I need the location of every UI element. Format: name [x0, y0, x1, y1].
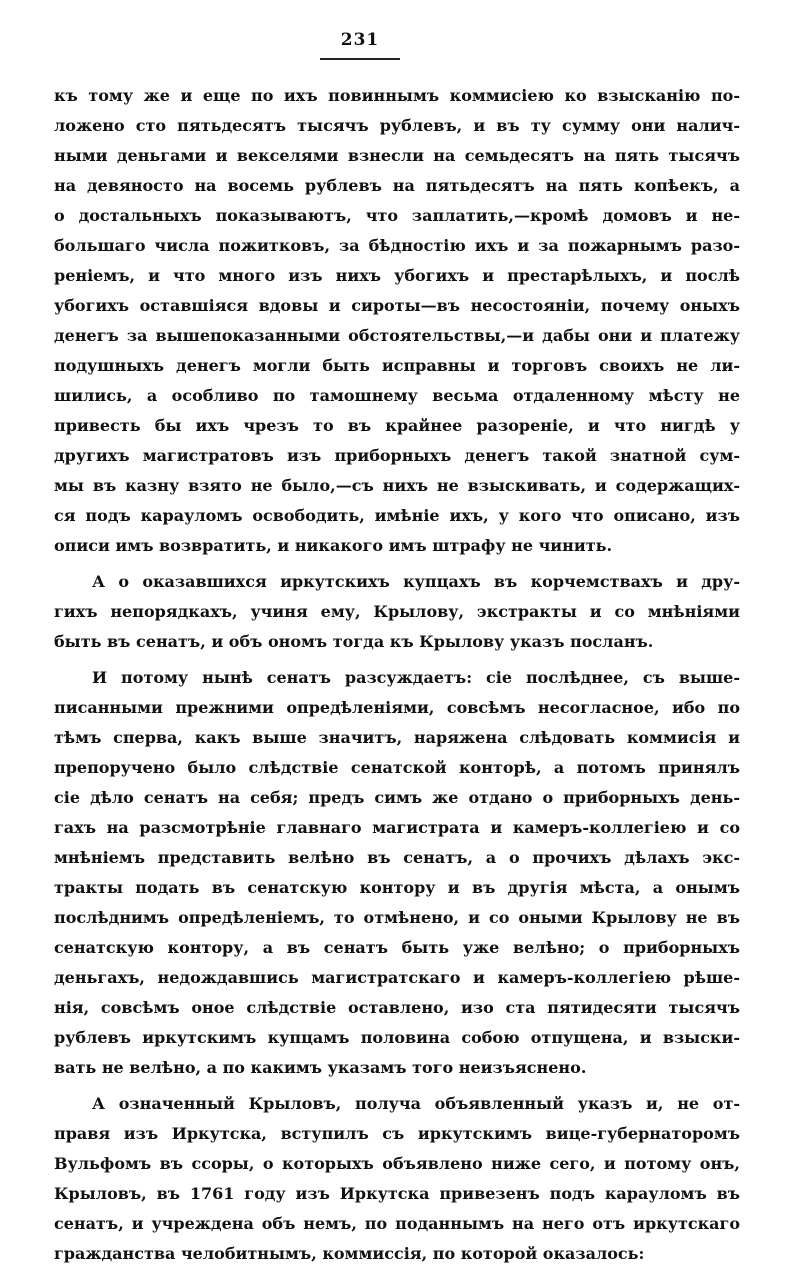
body-text — [54, 81, 740, 1269]
text-line: гахъ на разсмотрѣнiе главнаго магистрата и камеръ-коллегiею и со — [54, 818, 740, 837]
text-line: писанными прежними опредѣленiями, совсѣмъ несогласное, ибо по — [54, 698, 740, 717]
text-line: гражданства челобитнымъ, коммиссiя, по которой оказалось: — [54, 1244, 645, 1263]
paragraph-2 — [54, 567, 740, 657]
text-line: тракты подать въ сенатскую контору и въ другiя мѣста, а онымъ — [54, 878, 740, 897]
text-line: убогихъ оставшiяся вдовы и сироты—въ несостоянiи, почему оныхъ — [54, 296, 740, 315]
text-line: препоручено было слѣдствiе сенатской конторѣ, а потомъ принялъ — [54, 758, 740, 777]
text-line: подушныхъ денегъ могли быть исправны и торговъ своихъ не ли- — [54, 356, 740, 375]
text-line: къ тому же и еще по ихъ повиннымъ коммисiею ко взысканiю по- — [54, 86, 740, 105]
text-line: другихъ магистратовъ изъ приборныхъ денегъ такой знатной сум- — [54, 446, 740, 465]
text-line: послѣднимъ опредѣленiемъ, то отмѣнено, и со оными Крылову не въ — [54, 908, 740, 927]
text-line: ренiемъ, и что много изъ нихъ убогихъ и престарѣлыхъ, и послѣ — [54, 266, 740, 285]
text-line: мнѣнiемъ представить велѣно въ сенатъ, а о прочихъ дѣлахъ экс- — [54, 848, 740, 867]
text-line: описи имъ возвратить, и никакого имъ штрафу не чинить. — [54, 536, 613, 555]
text-line: быть въ сенатъ, и объ ономъ тогда къ Крылову указъ посланъ. — [54, 632, 654, 651]
text-line: ложено сто пятьдесятъ тысячъ рублевъ, и въ ту сумму они налич- — [54, 116, 740, 135]
text-line: Вульфомъ въ ссоры, о которыхъ объявлено ниже сего, и потому онъ, — [54, 1154, 740, 1173]
text-line: сiе дѣло сенатъ на себя; предъ симъ же отдано о приборныхъ день- — [54, 788, 740, 807]
text-line: мы въ казну взято не было,—съ нихъ не взыскивать, и содержащих- — [54, 476, 740, 495]
text-line: Крыловъ, въ 1761 году изъ Иркутска привезенъ подъ карауломъ въ — [54, 1184, 740, 1203]
text-line: тѣмъ сперва, какъ выше значитъ, наряжена слѣдовать коммисiя и — [54, 728, 740, 747]
text-line: А о оказавшихся иркутскихъ купцахъ въ корчемствахъ и дру- — [92, 572, 740, 591]
text-line: ными деньгами и векселями взнесли на семьдесятъ на пять тысячъ — [54, 146, 740, 165]
text-line: правя изъ Иркутска, вступилъ съ иркутскимъ вице-губернаторомъ — [54, 1124, 740, 1143]
text-line: о достальныхъ показываютъ, что заплатить,—кромѣ домовъ и не- — [54, 206, 740, 225]
text-line: на девяносто на восемь рублевъ на пятьдесятъ на пять копѣекъ, а — [54, 176, 740, 195]
page-number: 231 — [340, 30, 380, 50]
text-line: ся подъ карауломъ освободить, имѣнiе ихъ, у кого что описано, изъ — [54, 506, 740, 525]
text-line: вать не велѣно, а по какимъ указамъ того неизъяснено. — [54, 1058, 587, 1077]
text-line: привесть бы ихъ чрезъ то въ крайнее разоренiе, и что нигдѣ у — [54, 416, 740, 435]
text-line: большаго числа пожитковъ, за бѣдностiю ихъ и за пожарнымъ разо- — [54, 236, 740, 255]
text-line: А означенный Крыловъ, получа объявленный указъ и, не от- — [92, 1094, 740, 1113]
text-line: сенатъ, и учреждена объ немъ, по поданнымъ на него отъ иркутскаго — [54, 1214, 740, 1233]
text-line: И потому нынѣ сенатъ разсуждаетъ: сiе послѣднее, съ выше- — [92, 668, 740, 687]
paragraph-4 — [54, 1089, 740, 1269]
text-line: рублевъ иркутскимъ купцамъ половина собою отпущена, и взыски- — [54, 1028, 740, 1047]
paragraph-3 — [54, 663, 740, 1083]
paragraph-1 — [54, 81, 740, 561]
text-line: сенатскую контору, а въ сенатъ быть уже велѣно; о приборныхъ — [54, 938, 740, 957]
text-line: денегъ за вышепоказанными обстоятельствы,—и дабы они и платежу — [54, 326, 740, 345]
page-number-rule — [320, 58, 400, 60]
text-line: деньгахъ, недождавшись магистратскаго и камеръ-коллегiею рѣше- — [54, 968, 740, 987]
text-line: шились, а особливо по тамошнему весьма отдаленному мѣсту не — [54, 386, 740, 405]
text-line: гихъ непорядкахъ, учиня ему, Крылову, экстракты и со мнѣнiями — [54, 602, 740, 621]
text-line: нiя, совсѣмъ оное слѣдствiе оставлено, изо ста пятидесяти тысячъ — [54, 998, 740, 1017]
